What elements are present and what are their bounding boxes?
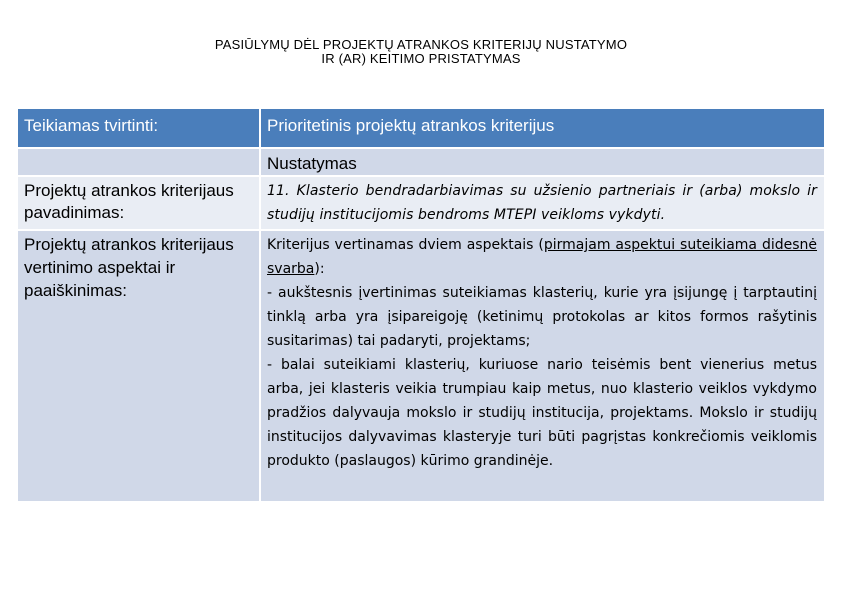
criterion-name-label: Projektų atrankos kriterijaus pavadinimas: [24, 181, 234, 222]
criterion-name-value: 11. Klasterio bendradarbiavimas su užsienio partneriais ir (arba) mokslo ir studijų institucijomis bendroms MTEPI veikloms vykdyti. [267, 183, 817, 223]
aspects-label-cell [18, 231, 259, 501]
action-value: Nustatymas [267, 154, 357, 173]
aspects-label: Projektų atrankos kriterijaus vertinimo aspektai ir paaiškinimas: [24, 235, 234, 300]
aspects-intro-emphasis: pirmajam aspektui suteikiama didesnė svarba [267, 237, 818, 277]
aspects-intro-suffix: ): [314, 261, 325, 277]
header-label-criterion-type: Prioritetinis projektų atrankos kriterijus [267, 116, 555, 135]
criterion-name-value-cell [261, 177, 824, 229]
table-row-action [18, 149, 824, 175]
action-cell-left [18, 149, 259, 175]
table-header-row [18, 109, 824, 147]
document-title [0, 38, 842, 66]
document-title-line-1: PASIŪLYMŲ DĖL PROJEKTŲ ATRANKOS KRITERIJŲ NUSTATYMO [214, 37, 628, 52]
table-row-criterion-name [18, 177, 824, 229]
document-title-line-2: IR (AR) KEITIMO PRISTATYMAS [321, 51, 521, 66]
header-cell-right [261, 109, 824, 147]
aspect-item-1: - aukštesnis įvertinimas suteikiamas klasterių, kurie yra įsijungę į tarptautinį tinklą arba yra įsipareigoję (ketinimų protokolas ar kitos formos rašytinis susitarimas) tai padaryti, projektams; [267, 285, 817, 349]
action-cell-right [261, 149, 824, 175]
aspects-intro [267, 233, 817, 281]
header-cell-left [18, 109, 259, 147]
criteria-table [16, 107, 826, 503]
table-row-evaluation-aspects [18, 231, 824, 501]
aspect-item-2: - balai suteikiami klasterių, kuriuose nario teisėmis bent vienerius metus arba, jei klasteris veikia trumpiau kaip metus, nuo klasterio veiklos vykdymo pradžios dalyvauja mokslo ir studijų institucija, projektams. Mokslo ir studijų institucijos dalyvavimas klasteryje turi būti pagrįstas konkrečiomis veiklomis produkto (paslaugos) kūrimo grandinėje. [267, 357, 817, 469]
header-label-submitted: Teikiamas tvirtinti: [24, 116, 159, 135]
aspects-value-cell [261, 231, 824, 501]
action-label [18, 149, 259, 154]
aspects-body [261, 231, 824, 473]
aspects-intro-prefix: Kriterijus vertinamas dviem aspektais ( [267, 237, 544, 253]
criterion-name-label-cell [18, 177, 259, 229]
